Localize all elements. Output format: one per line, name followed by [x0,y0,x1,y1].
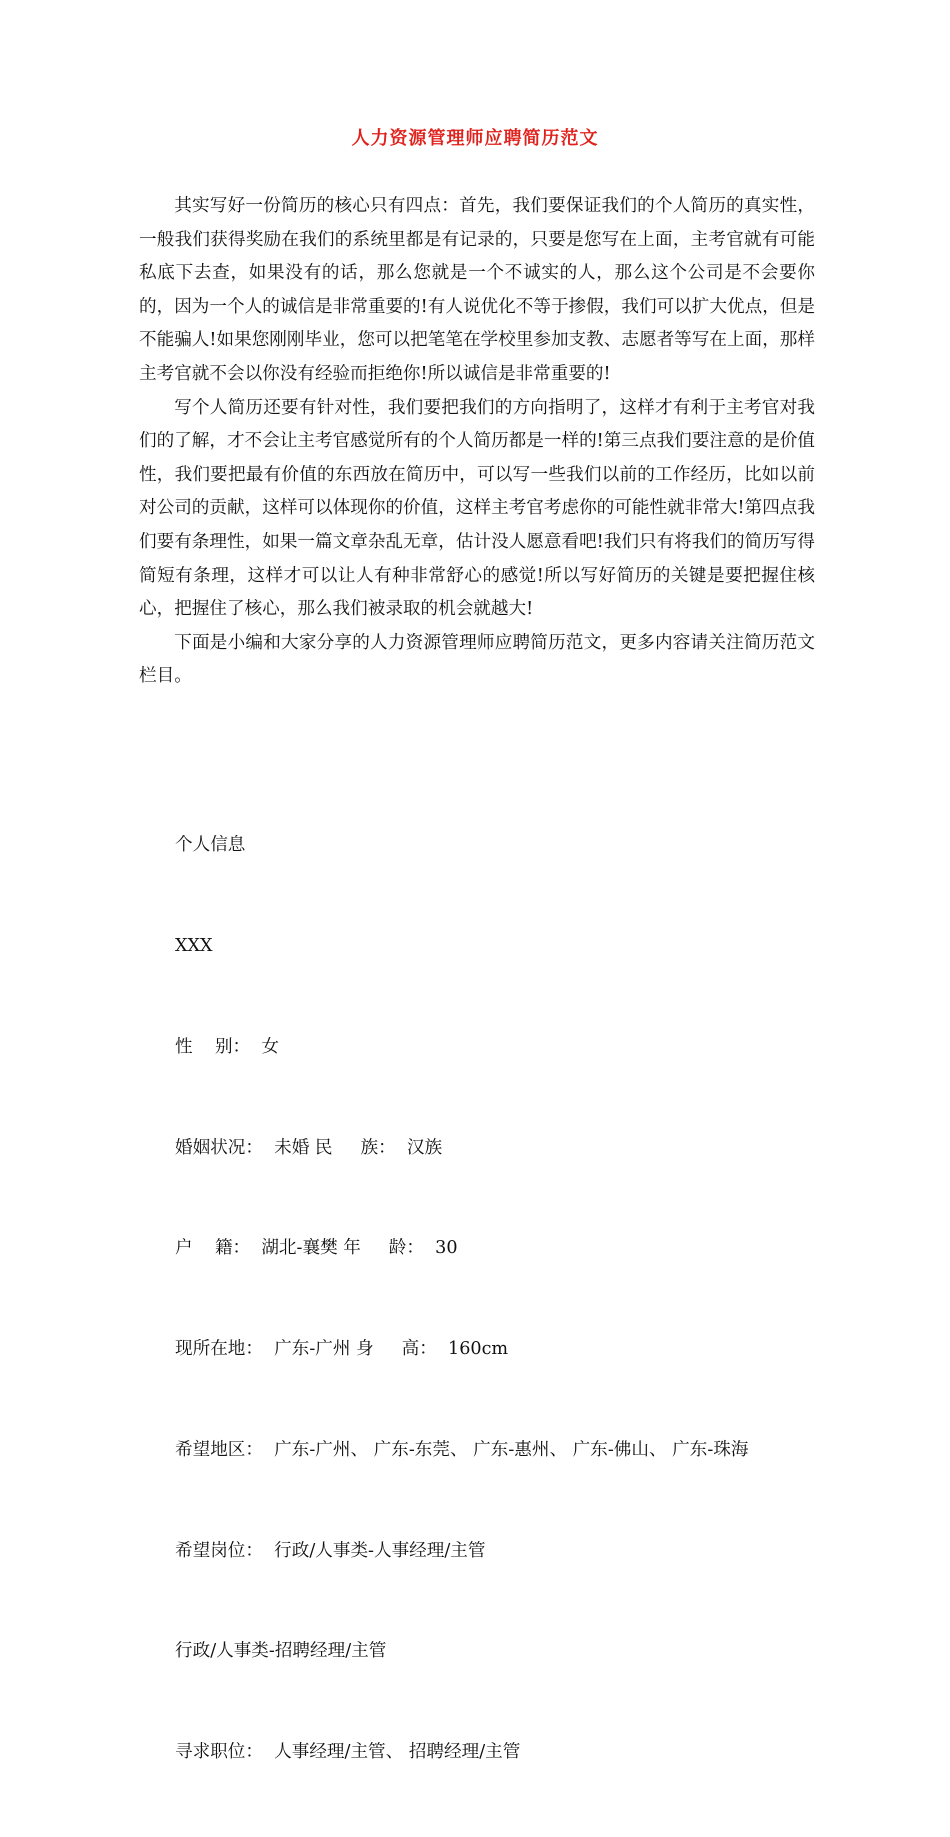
info-heading: 个人信息 [175,835,246,856]
paragraph-lead-in: 下面是小编和大家分享的人力资源管理师应聘简历范文，更多内容请关注简历范文栏目。 [139,632,815,687]
info-name: XXX [175,935,213,956]
article-body [139,190,815,694]
info-hukou-age: 户 籍： 湖北-襄樊 年 龄： 30 [175,1238,458,1259]
info-gender: 性 别： 女 [175,1036,279,1057]
info-seeking-job: 寻求职位： 人事经理/主管、 招聘经理/主管 [175,1742,521,1763]
info-marital-ethnicity: 婚姻状况： 未婚 民 族： 汉族 [175,1137,443,1158]
paragraph-targeting: 写个人简历还要有针对性，我们要把我们的方向指明了，这样才有利于主考官对我们的了解，才不会让主考官感觉所有的个人简历都是一样的!第三点我们要注意的是价值性，我们要把最有价值的东西放在简历中，可以写一些我们以前的工作经历，比如以前对公司的贡献，这样可以体现你的价值，这样主考官考虑你的可能性就非常大!第四点我们要有条理性，如果一篇文章杂乱无章，估计没人愿意看吧!我们只有将我们的简历写得简短有条理，这样才可以让人有种非常舒心的感觉!所以写好简历的关键是要把握住核心，把握住了核心，那么我们被录取的机会就越大! [139,397,815,620]
document-title: 人力资源管理师应聘简历范文 [351,128,599,149]
info-desired-position-2: 行政/人事类-招聘经理/主管 [175,1641,387,1662]
personal-info-section [175,762,855,1837]
paragraph-intro: 其实写好一份简历的核心只有四点：首先，我们要保证我们的个人简历的真实性，一般我们获得奖励在我们的系统里都是有记录的，只要是您写在上面，主考官就有可能私底下去查，如果没有的话，那么您就是一个不诚实的人，那么这个公司是不会要你的，因为一个人的诚信是非常重要的!有人说优化不等于掺假，我们可以扩大优点，但是不能骗人!如果您刚刚毕业，您可以把笔笔在学校里参加支教、志愿者等写在上面，那样主考官就不会以你没有经验而拒绝你!所以诚信是非常重要的! [139,196,815,384]
info-desired-regions: 希望地区： 广东-广州、 广东-东莞、 广东-惠州、 广东-佛山、 广东-珠海 [175,1439,749,1460]
info-desired-position: 希望岗位： 行政/人事类-人事经理/主管 [175,1540,486,1561]
info-location-height: 现所在地： 广东-广州 身 高： 160cm [175,1339,509,1360]
